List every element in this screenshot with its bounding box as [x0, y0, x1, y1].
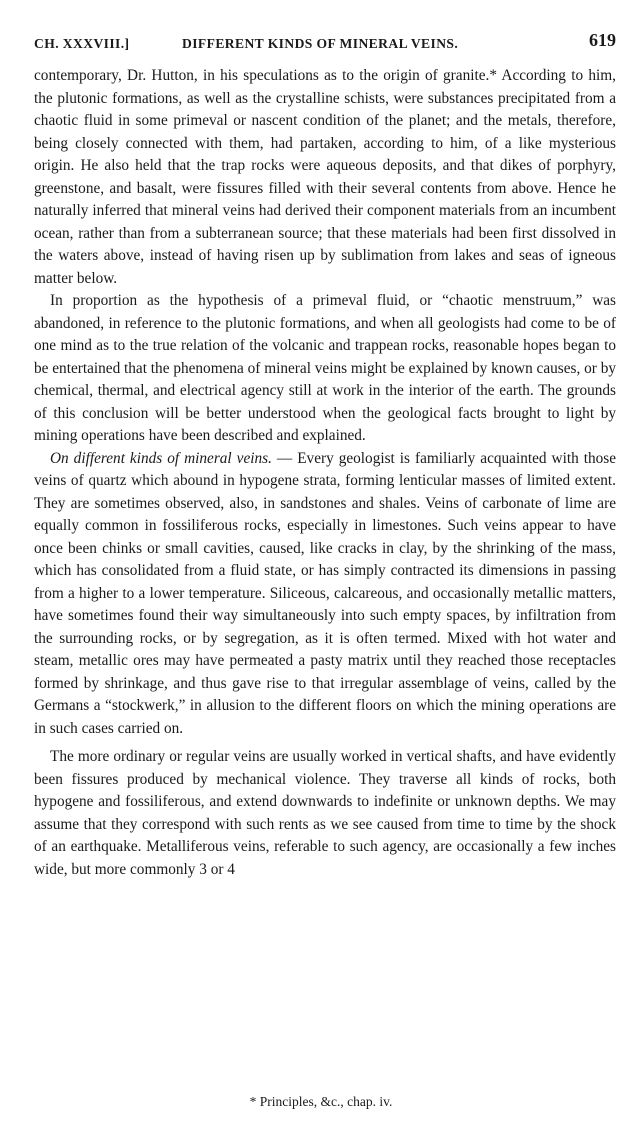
running-head [34, 30, 616, 56]
footnote: * Principles, &c., chap. iv. [249, 1094, 393, 1109]
paragraph-continued: contemporary, Dr. Hutton, in his speculations as to the origin of granite.* According to him, the plutonic formations, as well as the crystalline schists, were substances precipitated from a chaotic fluid in some primeval or nascent condition of the planet; and the metals, therefore, being closely connected with them, had partaken, according to him, of a like mysterious origin. He also held that the trap rocks were aqueous deposits, and that dikes of porphyry, greenstone, and basalt, were fissures filled with their several contents from above. Hence he naturally inferred that mineral veins had derived their component materials from an incumbent ocean, rather than from a subterranean source; that these materials had been first dissolved in the waters above, instead of having risen up by sublimation from lakes and seas of igneous matter below. [34, 67, 616, 287]
body-text [34, 65, 616, 881]
paragraph-kinds-of-veins-text: — Every geologist is familiarly acquainted with those veins of quartz which abound in hypogene strata, forming lenticular masses of limited extent. They are sometimes observed, also, in sandstones and shales. Veins of carbonate of lime are equally common in fossiliferous rocks, especially in limestones. Such veins appear to have once been chinks or small cavities, caused, like cracks in clay, by the shrinking of the mass, which has consolidated from a fluid state, or has simply contracted its dimensions in passing from a higher to a lower temperature. Siliceous, calcareous, and occasionally metallic matters, have sometimes found their way simultaneously into such empty spaces, by infiltration from the surrounding rocks, or by segregation, as it is often termed. Mixed with hot water and steam, metallic ores may have permeated a pasty matrix until they reached those receptacles formed by shrinkage, and thus gave rise to that irregular assemblage of veins, called by the Germans a “stockwerk,” in allusion to the different floors on which the mining operations are in such cases carried on. [34, 449, 616, 737]
page-number: 619 [589, 30, 616, 50]
section-heading: On different kinds of mineral veins. [50, 449, 272, 467]
paragraph-primeval-fluid: In proportion as the hypothesis of a primeval fluid, or “chaotic menstruum,” was abandoned, in reference to the plutonic formations, and when all geologists had come to be of one mind as to the true relation of the volcanic and trappean rocks, reasonable hopes began to be entertained that the phenomena of mineral veins might be explained by known causes, or by chemical, thermal, and electrical agency still at work in the interior of the earth. The grounds of this conclusion will be better understood when the geological facts brought to light by mining operations have been described and explained. [34, 292, 616, 444]
running-title: DIFFERENT KINDS OF MINERAL VEINS. [182, 36, 459, 51]
paragraph-regular-veins: The more ordinary or regular veins are usually worked in vertical shafts, and have evidently been fissures produced by mechanical violence. They traverse all kinds of rocks, both hypogene and fossiliferous, and extend downwards to indefinite or unknown depths. We may assume that they correspond with such rents as we see caused from time to time by the shock of an earthquake. Metalliferous veins, referable to such agency, are occasionally a few inches wide, but more commonly 3 or 4 [34, 748, 616, 878]
chapter-reference: CH. XXXVIII.] [34, 36, 130, 51]
paragraph-kinds-of-veins [34, 448, 616, 741]
